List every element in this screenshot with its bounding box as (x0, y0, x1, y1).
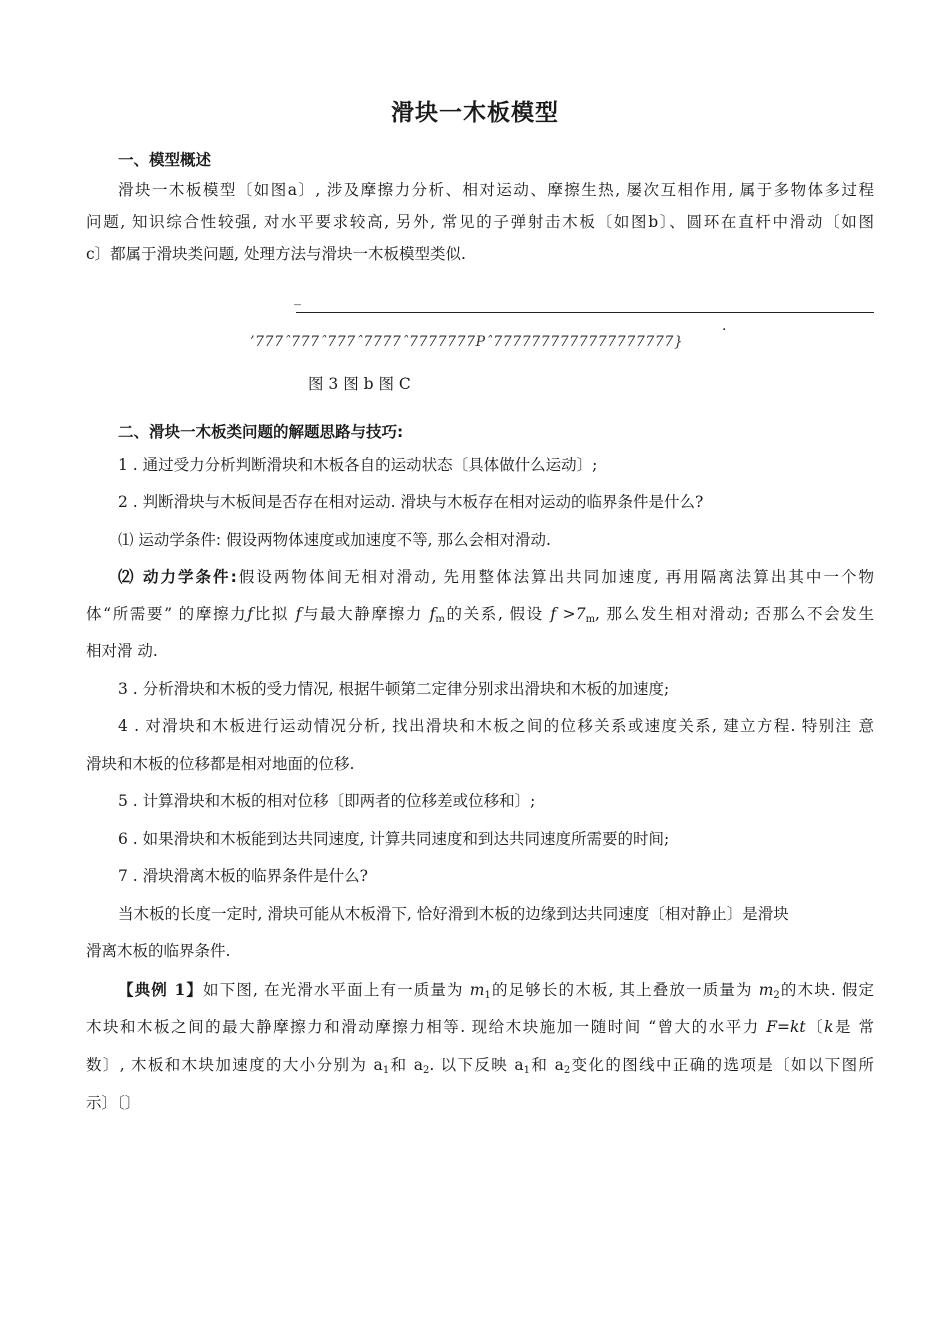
text-run: 和 a (530, 1056, 564, 1074)
formula-F-kt: F=kt (766, 1018, 806, 1036)
example-line (86, 1055, 874, 1075)
text-run: 的足够长的木板, 其上叠放一质量为 (490, 981, 753, 999)
subscript: 2 (563, 1065, 571, 1076)
list-item: 4 . 对滑块和木板进行运动情况分析, 找出滑块和木板之间的位移关系或速度关系, 建立方程. 特别注 意 (118, 717, 874, 735)
symbol-m1: m (469, 981, 485, 999)
text-run: . 以下反映 a (429, 1056, 524, 1074)
figure-rod-line (296, 312, 874, 313)
example-line: 示〕〔〕 (86, 1094, 141, 1112)
example-line (118, 980, 874, 1000)
subscript: 2 (773, 990, 780, 1001)
paragraph-line: 当木板的长度一定时, 滑块可能从木板滑下, 恰好滑到木板的边缘到达共同速度〔相对静止〕是滑块 (118, 905, 789, 923)
symbol-f: ƒ (247, 605, 254, 623)
condition-label: ⑴ 运动学条件: (118, 531, 222, 549)
condition-text: 假设两物体间无相对滑动, 先用整体法算出共同加速度, 再用隔离法算出其中一个物 (236, 568, 874, 586)
symbol-m2: m (758, 981, 774, 999)
example-label: 【典例 1】 (118, 980, 204, 999)
section-heading-methods: 二、滑块一木板类问题的解题思路与技巧: (118, 423, 404, 441)
symbol-f: f (295, 605, 302, 623)
figure-mark: _ (294, 290, 301, 306)
text-run: 比拟 (253, 605, 289, 623)
figure-dot: . (722, 318, 727, 334)
figure-caption: 图 3 图 b 图 C (308, 375, 411, 393)
page-title: 滑块一木板模型 (391, 100, 559, 126)
text-run: 木块和木板之间的最大静摩擦力和滑动摩擦力相等. 现给木块施加一随时间 “曾大的水平力 (86, 1018, 760, 1036)
paragraph-line: 问题, 知识综合性较强, 对水平要求较高, 另外, 常见的子弹射击木板〔如图b〕、圆环在直杆中滑动〔如图 (86, 213, 874, 231)
condition-text: 假设两物体速度或加速度不等, 那么会相对滑动. (226, 531, 551, 549)
text-run: 体“所需要” 的摩擦力 (86, 605, 248, 623)
text-run: 和 a (389, 1056, 423, 1074)
text-run: , 那么发生相对滑动; 否那么不会发生 (595, 605, 874, 623)
list-item: 2 . 判断滑块与木板间是否存在相对运动. 滑块与木板存在相对运动的临界条件是什么? (118, 493, 704, 511)
text-run: 〔 (805, 1018, 825, 1036)
subscript: 1 (523, 1065, 531, 1076)
list-item: 3 . 分析滑块和木板的受力情况, 根据牛顿第二定律分别求出滑块和木板的加速度; (118, 680, 670, 698)
paragraph-line: 滑离木板的临界条件. (86, 942, 231, 960)
list-item: 6 . 如果滑块和木板能到达共同速度, 计算共同速度和到达共同速度所需要的时间; (118, 830, 670, 848)
paragraph-line: c〕都属于滑块类问题, 处理方法与滑块一木板模型类似. (86, 245, 466, 263)
symbol-f: f (550, 605, 557, 623)
subscript: m (435, 614, 445, 625)
text-run: 与最大静摩擦力 (301, 605, 424, 623)
section-heading-overview: 一、模型概述 (118, 151, 212, 169)
subscript: 1 (382, 1065, 390, 1076)
paragraph-line: 滑块和木板的位移都是相对地面的位移. (86, 755, 355, 773)
paragraph-line (86, 604, 874, 624)
text-run: 的木块. 假定 (779, 981, 874, 999)
figure-ground-hatching: ’777ˆ777ˆ777ˆ7777ˆ7777777Pˆ7777777777777777777} (250, 334, 684, 350)
subscript: m (585, 614, 596, 625)
text-run: 的关系, 假设 (444, 605, 544, 623)
condition-label: ⑵ 动力学条件: (118, 568, 237, 586)
list-item (118, 530, 551, 550)
list-item: 1 . 通过受力分析判断滑块和木板各自的运动状态〔具体做什么运动〕; (118, 456, 598, 474)
text-run: 数〕, 木板和木块加速度的大小分别为 a (86, 1056, 383, 1074)
text-run: 是 常 (833, 1018, 874, 1036)
symbol-k: k (824, 1018, 834, 1036)
symbol-fm: 7 (575, 605, 586, 623)
list-item (118, 567, 874, 587)
text-run: 变化的图线中正确的选项是〔如以下图所 (570, 1056, 875, 1074)
symbol-fm: f (429, 605, 436, 623)
example-line (86, 1017, 874, 1037)
subscript: 2 (423, 1065, 430, 1076)
paragraph-line: 滑块一木板模型〔如图a〕, 涉及摩擦力分析、相对运动、摩擦生热, 屡次互相作用, 属于多物体多过程 (118, 181, 874, 199)
text-run: 如下图, 在光滑水平面上有一质量为 (203, 981, 464, 999)
list-item: 7 . 滑块滑离木板的临界条件是什么? (118, 867, 368, 885)
list-item: 5 . 计算滑块和木板的相对位移〔即两者的位移差或位移和〕; (118, 792, 536, 810)
paragraph-line: 相对滑 动. (86, 642, 158, 660)
subscript: 1 (484, 990, 491, 1001)
text-run: > (556, 605, 576, 623)
